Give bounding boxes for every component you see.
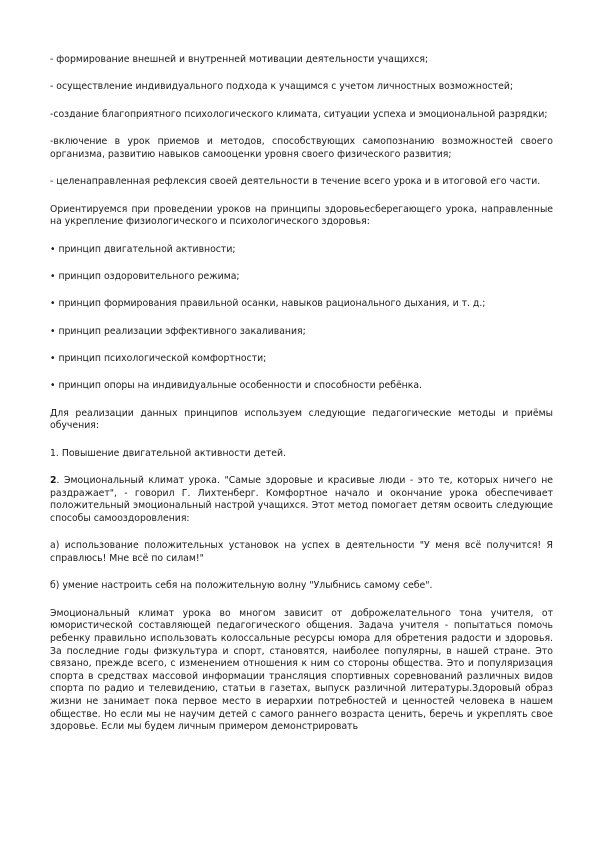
paragraph-methods-intro: Для реализации данных принципов используем следующие педагогические методы и приёмы обучения: [50,407,553,432]
paragraph-emotional-climate: Эмоциональный климат урока во многом зависит от доброжелательного тона учителя, от юмористической составляющей педагогического общения. Задача учителя - попытаться помочь ребенку правильно использовать колоссальные ресурсы юмора для обретения радости и здоровья. За последние годы физкультура и спорт, становятся, наиболее популярны, в нашей стране. Это связано, прежде всего, с изменением отношения к ним со стороны общества. Это и популяризация спорта в средствах массовой информации трансляция спортивных соревнований различных видов спорта по радио и телевидению, статьи в газетах, выпуск различной литературы.Здоровый образ жизни не занимает пока первое место в иерархии потребностей и ценностей человека в нашем обществе. Но если мы не научим детей с самого раннего возраста ценить, беречь и укреплять свое здоровье. Если мы будем личным примером демонстрировать [50,607,553,733]
paragraph-smile: б) умение настроить себя на положительную волну "Улыбнись самому себе". [50,580,433,592]
method-item-2-text: . Эмоциональный климат урока. "Самые здоровые и красивые люди - это те, которых ничего не раздражает", - говорил Г. Лихтенберг. Комфортное начало и окончание урока обеспечивает положительный эмоциональный настрой учащихся. Этот метод помогает детям освоить следующие способы самооздоровления: [50,475,553,525]
method-item-2 [50,475,553,525]
list-item-principle: • принцип реализации эффективного закаливания; [50,325,306,337]
paragraph-motivation: - формирование внешней и внутренней мотивации деятельности учащихся; [50,54,429,65]
paragraph-positive-attitudes: а) использование положительных установок на успех в деятельности "У меня всё получится! Я справлюсь! Мне всё по силам!" [50,540,553,565]
list-item-principle: • принцип психологической комфортности; [50,353,267,365]
list-item-principle: • принцип двигательной активности; [50,243,236,255]
list-item-principle: • принцип оздоровительного режима; [50,270,240,282]
list-item-principle: • принцип опоры на индивидуальные особенности и способности ребёнка. [50,380,423,392]
method-item-1: 1. Повышение двигательной активности детей. [50,447,287,459]
paragraph-psych-climate: -создание благоприятного психологического климата, ситуации успеха и эмоциональной разрядки; [50,108,548,120]
document-body [50,54,553,749]
paragraph-reflection: - целенаправленная рефлексия своей деятельности в течение всего урока и в итоговой его части. [50,176,541,188]
list-item-principle: • принцип формирования правильной осанки, навыков рационального дыхания, и т. д.; [50,298,486,310]
paragraph-self-knowledge: -включение в урок приемов и методов, способствующих самопознанию возможностей своего организма, развитию навыков самооценки уровня своего физического развития; [50,136,553,160]
paragraph-principles-intro: Ориентируемся при проведении уроков на принципы здоровьесберегающего урока, направленные на укрепление физиологического и психологического здоровья: [50,203,553,228]
paragraph-individual-approach: - осуществление индивидуального подхода к учащимся с учетом личностных возможностей; [50,81,514,93]
method-item-2-number: 2 [50,475,57,487]
